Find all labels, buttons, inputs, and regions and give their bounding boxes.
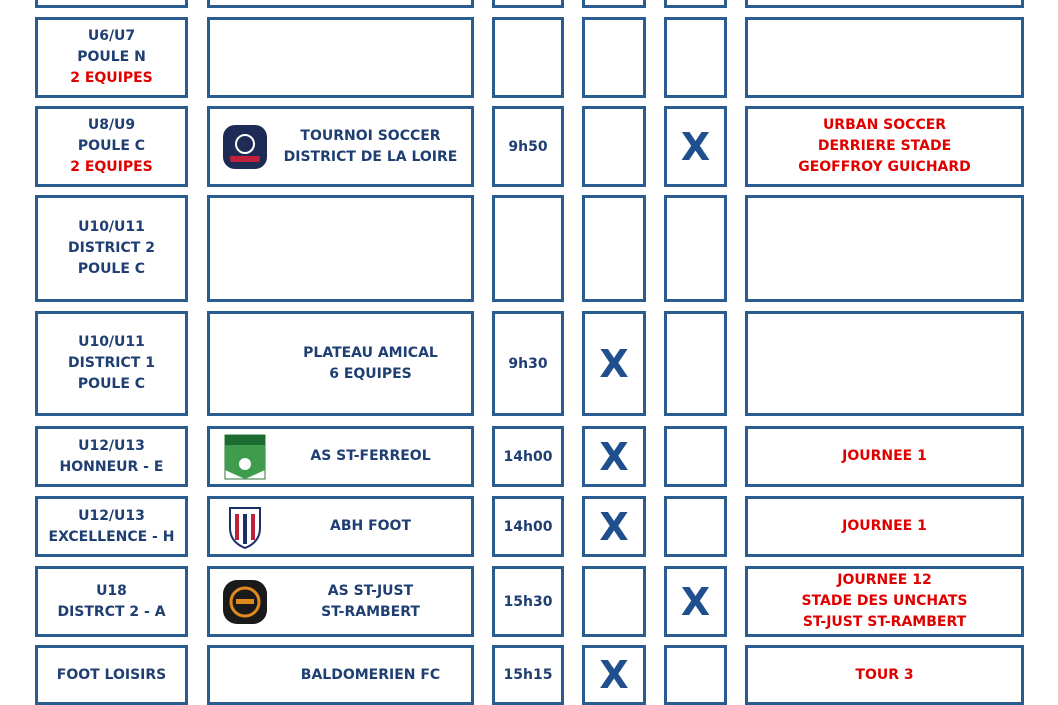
cell-home bbox=[582, 426, 646, 487]
cell-info bbox=[745, 195, 1024, 302]
category-line: POULE C bbox=[77, 376, 146, 392]
cell-away bbox=[664, 195, 727, 302]
info-line: JOURNEE 1 bbox=[842, 518, 927, 534]
cell-event bbox=[207, 645, 474, 705]
cell-home bbox=[582, 311, 646, 416]
cell-home bbox=[582, 17, 646, 98]
info-line: JOURNEE 12 bbox=[837, 572, 932, 588]
abh-foot-logo-icon bbox=[222, 504, 268, 550]
cell-away bbox=[664, 0, 727, 8]
cell-home bbox=[582, 0, 646, 8]
kickoff-time: 15h15 bbox=[503, 667, 553, 683]
cell-category bbox=[35, 645, 188, 705]
event-line: ABH FOOT bbox=[329, 518, 411, 534]
cell-info bbox=[745, 645, 1024, 705]
event-line: TOURNOI SOCCER bbox=[300, 127, 441, 144]
cell-info bbox=[745, 566, 1024, 637]
cell-home bbox=[582, 566, 646, 637]
info-line: ST-JUST ST-RAMBERT bbox=[802, 614, 967, 630]
category-line: POULE N bbox=[77, 49, 146, 65]
cell-away bbox=[664, 106, 727, 187]
event-line: ST-RAMBERT bbox=[321, 603, 420, 620]
event-text bbox=[270, 429, 471, 484]
category-line: DISTRCT 2 - A bbox=[57, 603, 166, 620]
cell-home bbox=[582, 106, 646, 187]
home-mark: X bbox=[599, 653, 629, 697]
info-line: TOUR 3 bbox=[855, 666, 914, 683]
cell-event bbox=[207, 0, 474, 8]
category-line: U12/U13 bbox=[78, 437, 145, 454]
kickoff-time: 9h50 bbox=[508, 138, 548, 155]
category-line: U18 bbox=[96, 582, 127, 599]
category-line: U12/U13 bbox=[78, 507, 145, 524]
cell-category bbox=[35, 311, 188, 416]
cell-time bbox=[492, 426, 564, 487]
info-line: URBAN SOCCER bbox=[822, 117, 947, 133]
cell-event bbox=[207, 426, 474, 487]
as-st-just-logo-icon bbox=[222, 579, 268, 625]
event-text bbox=[270, 499, 471, 554]
cell-time bbox=[492, 496, 564, 557]
kickoff-time: 15h30 bbox=[503, 593, 553, 610]
event-text bbox=[270, 109, 471, 184]
category-line: POULE C bbox=[77, 261, 146, 277]
category-line: U6/U7 bbox=[87, 28, 136, 44]
event-line: BALDOMERIEN FC bbox=[300, 666, 441, 683]
event-text bbox=[270, 198, 471, 299]
event-text bbox=[270, 0, 471, 5]
cell-event bbox=[207, 195, 474, 302]
category-line: EXCELLENCE - H bbox=[48, 528, 175, 545]
as-st-ferreol-logo-icon bbox=[222, 434, 268, 480]
cell-away bbox=[664, 426, 727, 487]
cell-info bbox=[745, 106, 1024, 187]
kickoff-time: 9h30 bbox=[508, 355, 548, 372]
cell-time bbox=[492, 566, 564, 637]
cell-info bbox=[745, 311, 1024, 416]
cell-time bbox=[492, 0, 564, 8]
cell-event bbox=[207, 496, 474, 557]
info-line: GEOFFROY GUICHARD bbox=[798, 159, 971, 175]
event-line: 6 EQUIPES bbox=[329, 365, 412, 382]
cell-time bbox=[492, 311, 564, 416]
event-text bbox=[270, 648, 471, 702]
cell-home bbox=[582, 496, 646, 557]
event-text bbox=[270, 20, 471, 95]
cell-info bbox=[745, 17, 1024, 98]
category-line: 2 EQUIPES bbox=[70, 159, 153, 175]
category-line: U10/U11 bbox=[78, 334, 145, 350]
category-line: U10/U11 bbox=[78, 219, 145, 235]
cell-info bbox=[745, 426, 1024, 487]
event-text bbox=[270, 569, 471, 634]
category-line: DISTRICT 2 bbox=[68, 240, 155, 256]
category-line: FOOT LOISIRS bbox=[56, 666, 167, 683]
cell-time bbox=[492, 106, 564, 187]
category-line: 2 EQUIPES bbox=[70, 70, 153, 86]
cell-category bbox=[35, 195, 188, 302]
category-line: U8/U9 bbox=[87, 117, 136, 133]
cell-time bbox=[492, 17, 564, 98]
event-text bbox=[270, 314, 471, 413]
event-line: PLATEAU AMICAL bbox=[303, 344, 438, 361]
event-line: AS ST-JUST bbox=[327, 582, 414, 599]
cell-away bbox=[664, 645, 727, 705]
kickoff-time: 14h00 bbox=[503, 518, 553, 535]
cell-home bbox=[582, 645, 646, 705]
cell-category bbox=[35, 17, 188, 98]
cell-category bbox=[35, 566, 188, 637]
info-line: DERRIERE STADE bbox=[817, 138, 952, 154]
cell-info bbox=[745, 0, 1024, 8]
cell-category bbox=[35, 0, 188, 8]
cell-time bbox=[492, 195, 564, 302]
info-line: JOURNEE 1 bbox=[842, 448, 927, 464]
category-line: POULE C bbox=[77, 138, 146, 154]
kickoff-time: 14h00 bbox=[503, 448, 553, 465]
cell-away bbox=[664, 311, 727, 416]
cell-away bbox=[664, 496, 727, 557]
event-line: AS ST-FERREOL bbox=[310, 448, 431, 464]
cell-home bbox=[582, 195, 646, 302]
cell-event bbox=[207, 566, 474, 637]
cell-time bbox=[492, 645, 564, 705]
cell-event bbox=[207, 106, 474, 187]
cell-event bbox=[207, 17, 474, 98]
district-loire-logo-icon bbox=[222, 124, 268, 170]
cell-category bbox=[35, 496, 188, 557]
away-mark: X bbox=[680, 124, 711, 169]
cell-info bbox=[745, 496, 1024, 557]
home-mark: X bbox=[599, 341, 629, 386]
category-line: DISTRICT 1 bbox=[68, 355, 155, 371]
home-mark: X bbox=[599, 504, 629, 549]
cell-event bbox=[207, 311, 474, 416]
event-line: DISTRICT DE LA LOIRE bbox=[283, 148, 458, 165]
cell-away bbox=[664, 17, 727, 98]
info-line: STADE DES UNCHATS bbox=[801, 593, 968, 609]
cell-category bbox=[35, 106, 188, 187]
home-mark: X bbox=[599, 434, 629, 479]
cell-category bbox=[35, 426, 188, 487]
cell-away bbox=[664, 566, 727, 637]
category-line: HONNEUR - E bbox=[59, 458, 164, 475]
away-mark: X bbox=[680, 579, 711, 624]
